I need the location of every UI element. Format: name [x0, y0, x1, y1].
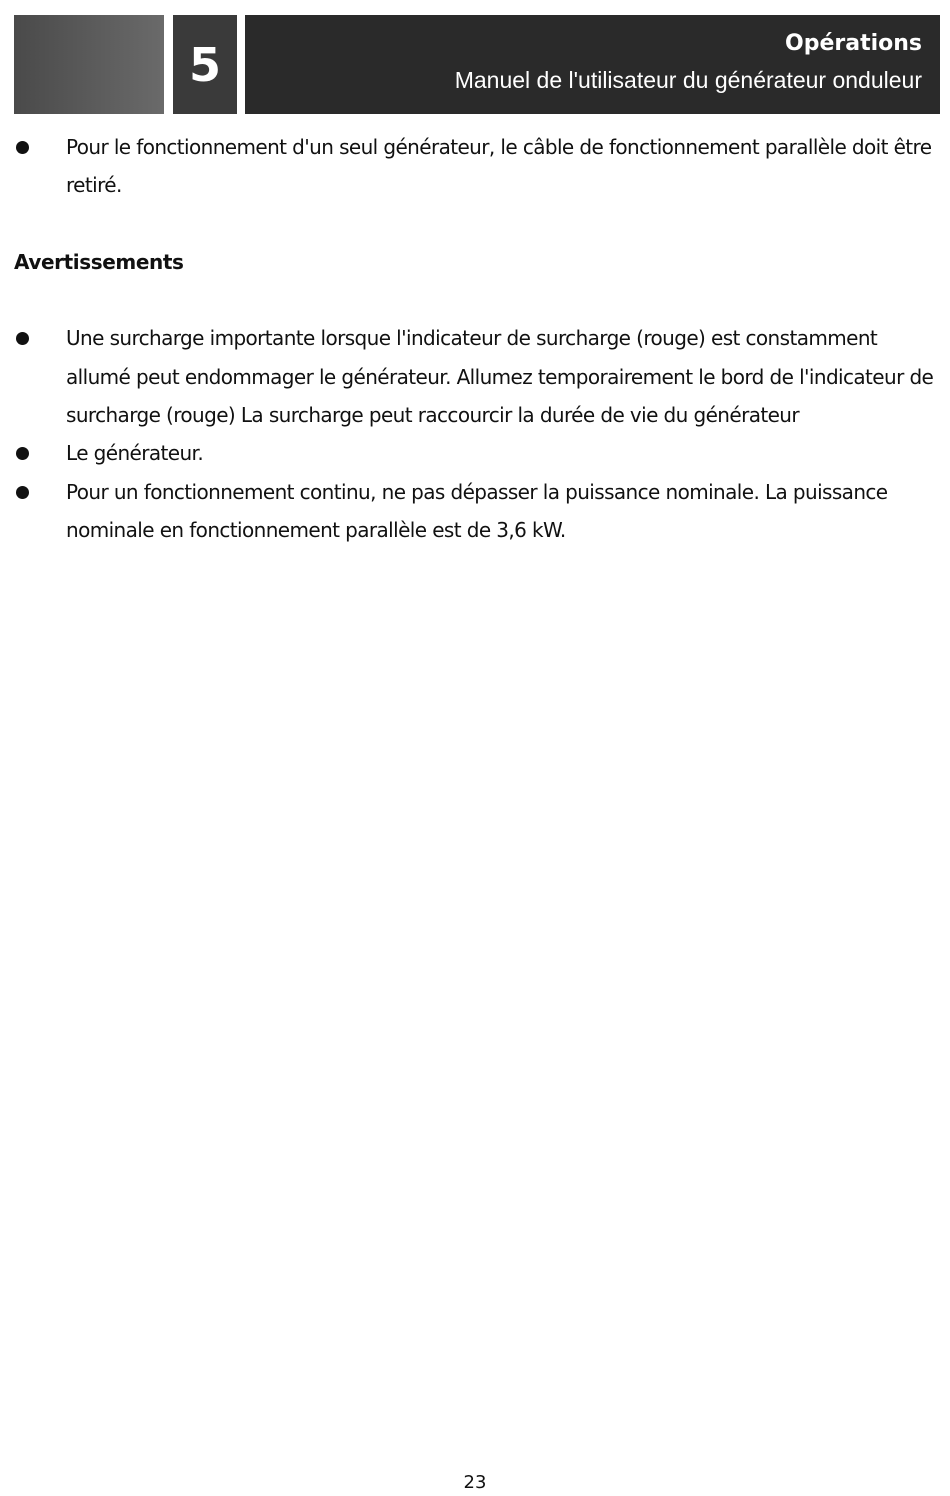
- list-item: [14, 319, 934, 434]
- intro-bullet-list: [14, 128, 934, 205]
- header-grey-block: [14, 15, 164, 114]
- bullet-text: Pour un fonctionnement continu, ne pas dépasser la puissance nominale. La puissance nominale en fonctionnement parallèle est de 3,6 kW.: [66, 479, 888, 543]
- page-number: 23: [463, 1472, 487, 1493]
- bullet-text: Une surcharge importante lorsque l'indicateur de surcharge (rouge) est constamment allumé peut endommager le générateur. Allumez temporairement le bord de l'indicateur de surcharge (rouge) La surcharge peut raccourcir la durée de vie du générateur: [66, 326, 934, 428]
- bullet-dot-icon: [16, 332, 29, 345]
- bullet-dot-icon: [16, 447, 29, 460]
- bullet-dot-icon: [16, 486, 29, 499]
- section-title: Opérations: [785, 31, 922, 56]
- page-header: [14, 15, 940, 114]
- header-title-block: [245, 15, 940, 114]
- warnings-heading: Avertissements: [14, 249, 184, 274]
- list-item: [14, 434, 934, 472]
- bullet-text: Le générateur.: [66, 441, 204, 466]
- chapter-number: 5: [173, 15, 237, 114]
- list-item: [14, 128, 934, 205]
- warnings-bullet-list: [14, 319, 934, 549]
- page-content: [14, 128, 934, 550]
- list-item: [14, 473, 934, 550]
- manual-title: Manuel de l'utilisateur du générateur onduleur: [454, 67, 922, 93]
- bullet-text: Pour le fonctionnement d'un seul générateur, le câble de fonctionnement parallèle doit être retiré.: [66, 135, 932, 198]
- bullet-dot-icon: [16, 141, 29, 154]
